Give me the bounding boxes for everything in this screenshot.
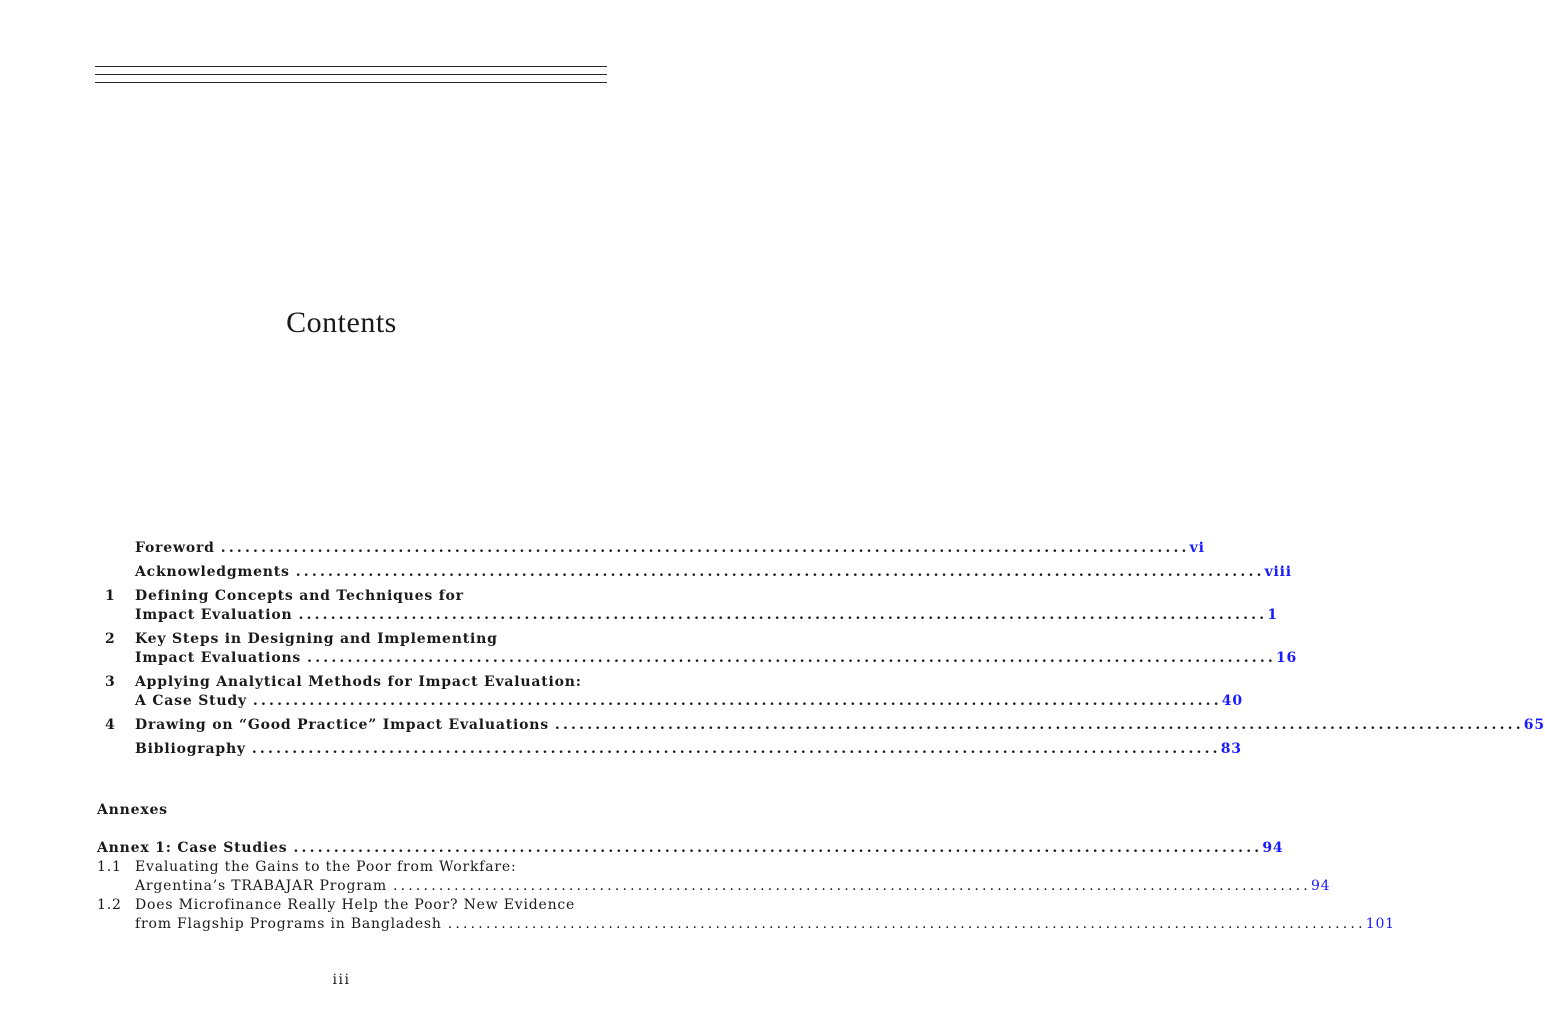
- toc-entry-title: Evaluating the Gains to the Poor from Workfare:: [135, 859, 517, 875]
- toc-entry-title-cont: A Case Study: [135, 693, 247, 709]
- leader-dots: ........................................................................................................................: [554, 717, 1524, 733]
- leader-dots: ........................................................................................................................: [293, 840, 1263, 856]
- page-title: Contents: [286, 306, 397, 339]
- toc-page-link[interactable]: 40: [1221, 693, 1243, 709]
- toc-page-link[interactable]: 65: [1523, 717, 1545, 733]
- chapter-number: 2: [105, 631, 116, 647]
- leader-dots: ........................................................................................................................: [392, 878, 1311, 894]
- section-number: 1.1: [97, 859, 122, 875]
- toc-page-link[interactable]: 83: [1220, 741, 1242, 757]
- leader-dots: ........................................................................................................................: [220, 540, 1190, 556]
- chapter-number: 4: [105, 717, 116, 733]
- page-number: iii: [332, 972, 351, 988]
- leader-dots: ........................................................................................................................: [251, 741, 1221, 757]
- toc-page-link[interactable]: 94: [1310, 878, 1331, 894]
- toc-entry-title: Key Steps in Designing and Implementing: [135, 631, 498, 647]
- toc-entry-title-cont: Impact Evaluations: [135, 650, 302, 666]
- toc-page-link[interactable]: vi: [1189, 540, 1205, 556]
- leader-dots: ........................................................................................................................: [298, 607, 1268, 623]
- toc-entry-title: Defining Concepts and Techniques for: [135, 588, 464, 604]
- header-rule: [95, 66, 607, 67]
- header-rule: [95, 74, 607, 75]
- toc-entry-title: Bibliography: [135, 741, 246, 757]
- leader-dots: ........................................................................................................................: [295, 564, 1265, 580]
- section-number: 1.2: [97, 897, 122, 913]
- leader-dots: ........................................................................................................................: [252, 693, 1222, 709]
- toc-page-link[interactable]: 1: [1267, 607, 1278, 623]
- toc-entry-title-cont: Impact Evaluation: [135, 607, 293, 623]
- toc-page-link[interactable]: viii: [1264, 564, 1292, 580]
- toc-entry-title: Applying Analytical Methods for Impact Evaluation:: [135, 674, 582, 690]
- toc-entry-title-cont: from Flagship Programs in Bangladesh: [135, 916, 442, 932]
- toc-page-link[interactable]: 94: [1262, 840, 1284, 856]
- header-rule: [95, 82, 607, 83]
- header-rules: [95, 66, 607, 90]
- toc-entry-title-cont: Argentina’s TRABAJAR Program: [135, 878, 387, 894]
- toc-page-link[interactable]: 101: [1365, 916, 1395, 932]
- toc-entry-title: Annex 1: Case Studies: [97, 840, 288, 856]
- toc-page-link[interactable]: 16: [1276, 650, 1298, 666]
- toc-entry-title: Acknowledgments: [135, 564, 290, 580]
- toc-entry-title: Drawing on “Good Practice” Impact Evaluations: [135, 717, 549, 733]
- annexes-heading: Annexes: [97, 802, 168, 818]
- chapter-number: 3: [105, 674, 116, 690]
- leader-dots: ........................................................................................................................: [307, 650, 1277, 666]
- leader-dots: ........................................................................................................................: [447, 916, 1366, 932]
- toc-entry-title: Foreword: [135, 540, 215, 556]
- toc-entry-title: Does Microfinance Really Help the Poor? New Evidence: [135, 897, 576, 913]
- chapter-number: 1: [105, 588, 116, 604]
